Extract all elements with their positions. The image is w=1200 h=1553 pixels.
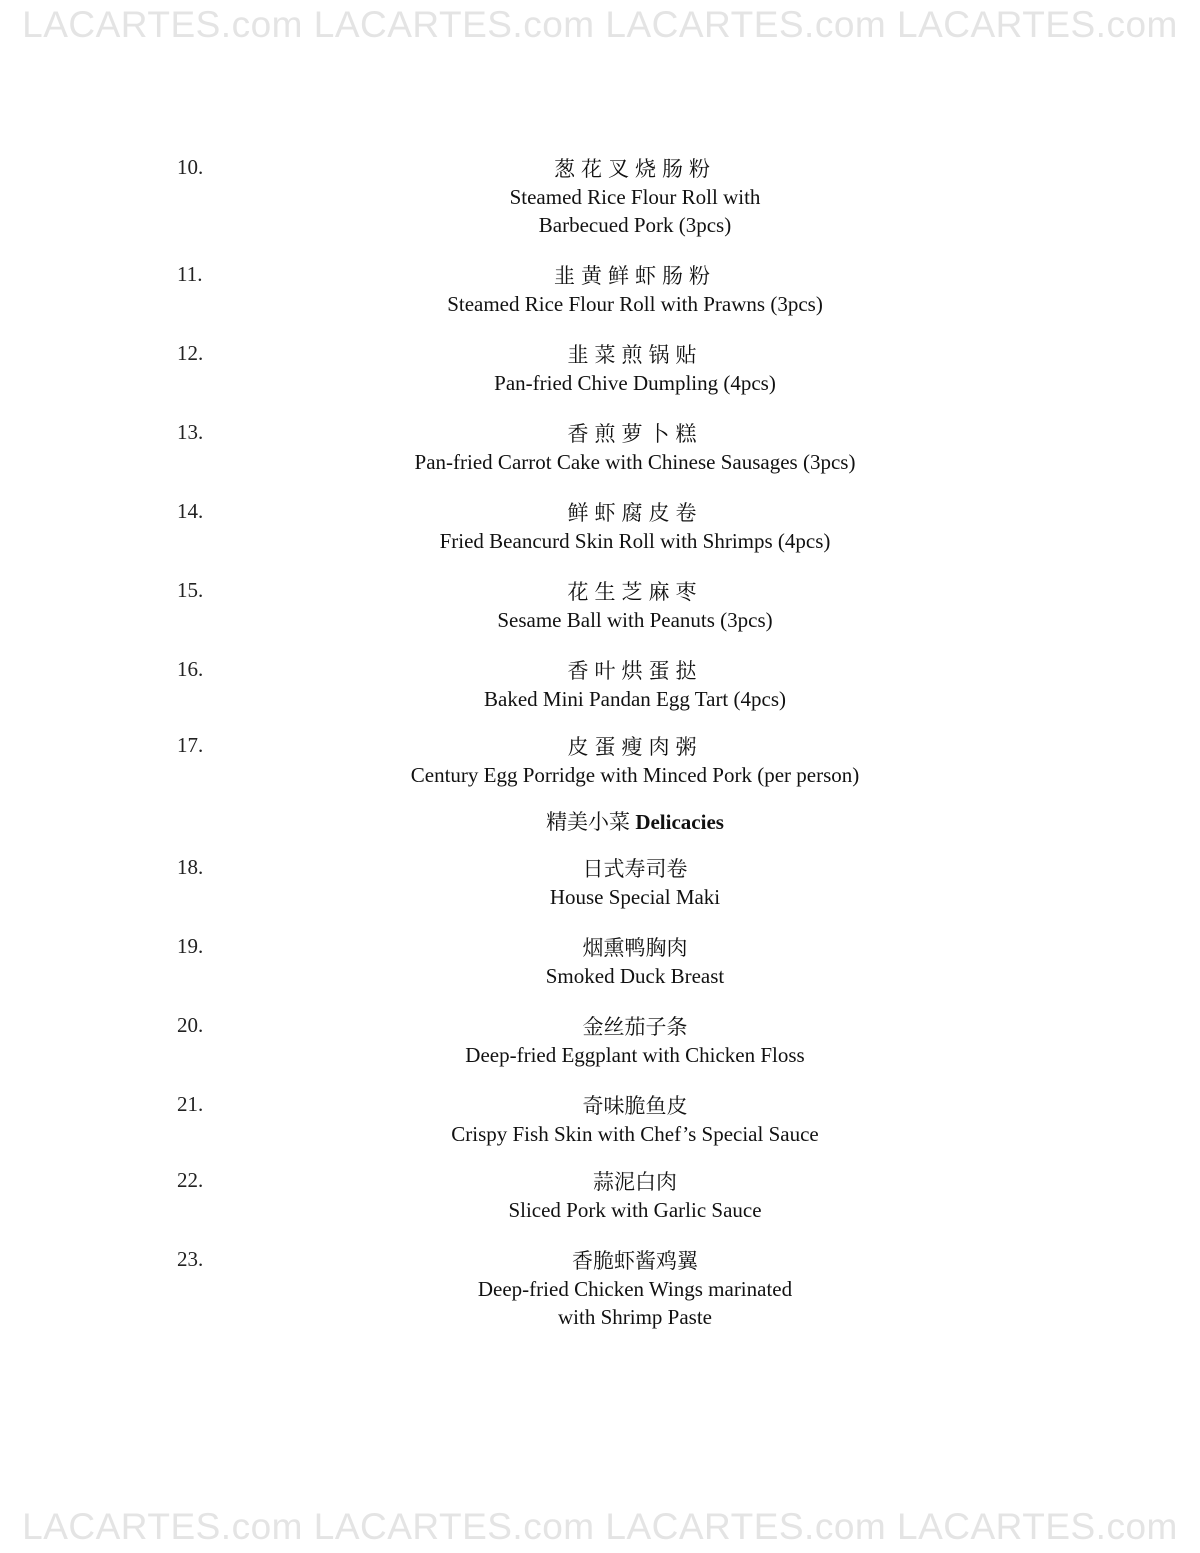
item-name-en: Century Egg Porridge with Minced Pork (per person): [410, 763, 860, 787]
item-name-zh: 韭菜煎锅贴: [567, 343, 703, 367]
item-number: 12.: [177, 341, 204, 365]
item-number: 21.: [177, 1092, 204, 1116]
item-name-en: Crispy Fish Skin with Chef’s Special Sauce: [451, 1122, 819, 1146]
item-number: 22.: [177, 1168, 204, 1192]
item-name-en: Sesame Ball with Peanuts (3pcs): [497, 608, 773, 632]
section-heading-delicacies: [270, 808, 1000, 836]
item-name-zh: 香叶烘蛋挞: [567, 659, 703, 683]
item-number: 13.: [177, 420, 204, 444]
item-number: 11.: [177, 262, 203, 286]
item-number: 15.: [177, 578, 204, 602]
item-number: 14.: [177, 499, 204, 523]
item-name-en: Pan-fried Carrot Cake with Chinese Sausages (3pcs): [414, 450, 856, 474]
item-name-zh: 日式寿司卷: [582, 857, 688, 881]
item-name-en: Steamed Rice Flour Roll with Prawns (3pcs): [447, 292, 823, 316]
item-number: 19.: [177, 934, 204, 958]
item-name-zh: 韭黄鲜虾肠粉: [554, 264, 716, 288]
item-number: 10.: [177, 155, 204, 179]
watermark-top: LACARTES.com LACARTES.com LACARTES.com LACARTES.com: [22, 4, 1178, 45]
watermark-bottom: LACARTES.com LACARTES.com LACARTES.com LACARTES.com: [22, 1506, 1178, 1547]
item-name-en: Deep-fried Eggplant with Chicken Floss: [465, 1043, 805, 1067]
item-number: 16.: [177, 657, 204, 681]
item-name-zh: 香煎萝卜糕: [567, 422, 703, 446]
item-name-en: Deep-fried Chicken Wings marinated: [477, 1277, 793, 1301]
item-name-en: Sliced Pork with Garlic Sauce: [508, 1198, 762, 1222]
section-heading-zh: 精美小菜: [546, 810, 631, 834]
item-number: 17.: [177, 733, 204, 757]
item-name-zh: 鲜虾腐皮卷: [567, 501, 703, 525]
item-name-en: Pan-fried Chive Dumpling (4pcs): [494, 371, 776, 395]
item-name-en: Fried Beancurd Skin Roll with Shrimps (4pcs): [439, 529, 831, 553]
item-name-en: with Shrimp Paste: [557, 1305, 712, 1329]
item-name-zh: 奇味脆鱼皮: [582, 1094, 688, 1118]
item-name-en: Barbecued Pork (3pcs): [538, 213, 732, 237]
item-name-zh: 皮蛋瘦肉粥: [567, 735, 703, 759]
item-name-zh: 香脆虾酱鸡翼: [572, 1249, 698, 1273]
item-name-zh: 烟熏鸭胸肉: [582, 936, 688, 960]
section-heading-en: Delicacies: [635, 810, 724, 834]
item-name-en: Baked Mini Pandan Egg Tart (4pcs): [484, 687, 786, 711]
item-name-zh: 蒜泥白肉: [593, 1170, 677, 1194]
item-name-en: Steamed Rice Flour Roll with: [509, 185, 761, 209]
item-name-zh: 葱花叉烧肠粉: [554, 157, 716, 181]
item-name-en: Smoked Duck Breast: [545, 964, 725, 988]
item-number: 23.: [177, 1247, 204, 1271]
item-name-en: House Special Maki: [549, 885, 721, 909]
item-name-zh: 花生芝麻枣: [567, 580, 703, 604]
item-number: 18.: [177, 855, 204, 879]
item-name-zh: 金丝茄子条: [582, 1015, 688, 1039]
item-number: 20.: [177, 1013, 204, 1037]
